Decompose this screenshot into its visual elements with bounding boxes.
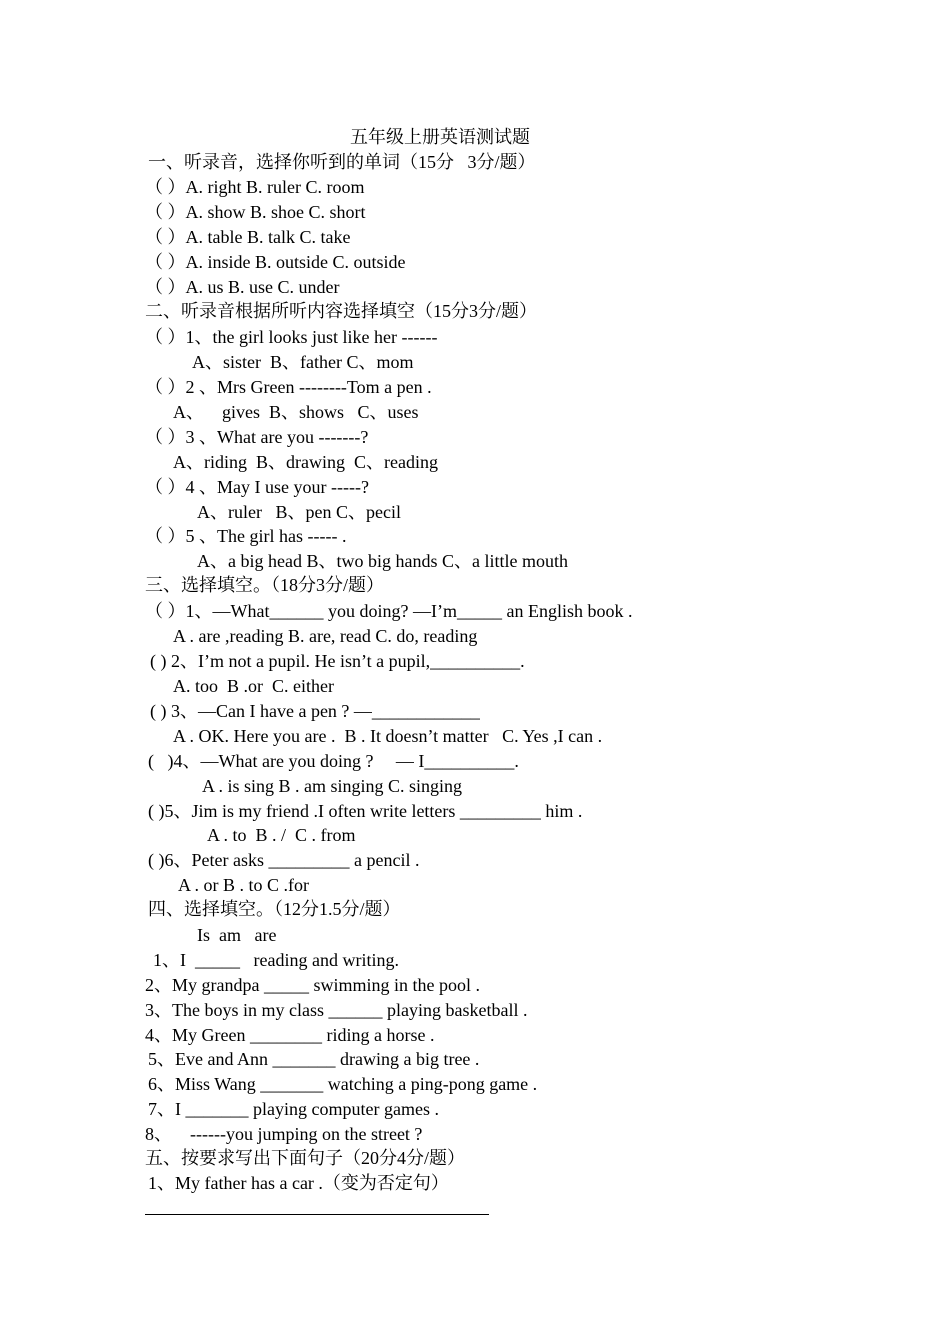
question-line: （ ）1、—What______ you doing? —I’m_____ an English book . [145, 601, 633, 621]
question-line: ( ) 2、I’m not a pupil. He isn’t a pupil,__________. [150, 651, 525, 671]
question-line: 8、 ------you jumping on the street ? [145, 1124, 423, 1144]
question-line: 4、My Green ________ riding a horse . [145, 1025, 435, 1045]
question-line: ( ) 3、—Can I have a pen ? —____________ [150, 701, 480, 721]
options-line: A . or B . to C .for [178, 875, 310, 895]
question-line: ( )4、—What are you doing ? — I__________. [148, 751, 519, 771]
section-5-heading: 五、按要求写出下面句子（20分4分/题） [145, 1148, 465, 1168]
options-line: A. too B .or C. either [173, 676, 334, 696]
options-line: A . are ,reading B. are, read C. do, reading [173, 626, 478, 646]
question-line: （ ）5 、The girl has ----- . [145, 526, 347, 546]
question-line: 5、Eve and Ann _______ drawing a big tree . [148, 1049, 480, 1069]
question-line: （ ）3 、What are you -------? [145, 427, 369, 447]
question-line: （ ）2 、Mrs Green --------Tom a pen . [145, 377, 432, 397]
section-1-heading: 一、听录音，选择你听到的单词（15分 3分/题） [148, 152, 536, 172]
options-line: A、sister B、father C、mom [192, 352, 414, 372]
options-line: A . OK. Here you are . B . It doesn’t matter C. Yes ,I can . [173, 726, 603, 746]
question-line: （ ）1、the girl looks just like her ------ [145, 327, 438, 347]
question-line: ( )6、Peter asks _________ a pencil . [148, 850, 420, 870]
question-line: （ ）A. us B. use C. under [145, 277, 340, 297]
options-line: A . is sing B . am singing C. singing [202, 776, 463, 796]
answer-line [145, 1214, 489, 1215]
question-line: （ ）A. show B. shoe C. short [145, 202, 366, 222]
word-bank: Is am are [197, 925, 277, 945]
question-line: 2、My grandpa _____ swimming in the pool . [145, 975, 480, 995]
section-4-heading: 四、选择填空。（12分1.5分/题） [148, 899, 401, 919]
question-line: ( )5、Jim is my friend .I often write letters _________ him . [148, 801, 583, 821]
options-line: A、riding B、drawing C、reading [173, 452, 438, 472]
question-line: （ ）A. inside B. outside C. outside [145, 252, 406, 272]
options-line: A、a big head B、two big hands C、a little mouth [197, 551, 568, 571]
options-line: A、 gives B、shows C、uses [173, 402, 419, 422]
options-line: A、ruler B、pen C、pecil [197, 502, 401, 522]
section-2-heading: 二、听录音根据所听内容选择填空（15分3分/题） [145, 301, 537, 321]
question-line: （ ）A. right B. ruler C. room [145, 177, 365, 197]
options-line: A . to B . / C . from [207, 825, 356, 845]
question-line: 1、My father has a car .（变为否定句） [148, 1173, 449, 1193]
question-line: （ ）A. table B. talk C. take [145, 227, 351, 247]
question-line: （ ）4 、May I use your -----? [145, 477, 369, 497]
section-3-heading: 三、选择填空。（18分3分/题） [145, 575, 384, 595]
question-line: 3、The boys in my class ______ playing basketball . [145, 1000, 528, 1020]
question-line: 6、Miss Wang _______ watching a ping-pong game . [148, 1074, 538, 1094]
question-line: 7、I _______ playing computer games . [148, 1099, 439, 1119]
question-line: 1、I _____ reading and writing. [153, 950, 399, 970]
page-title: 五年级上册英语测试题 [350, 127, 530, 147]
